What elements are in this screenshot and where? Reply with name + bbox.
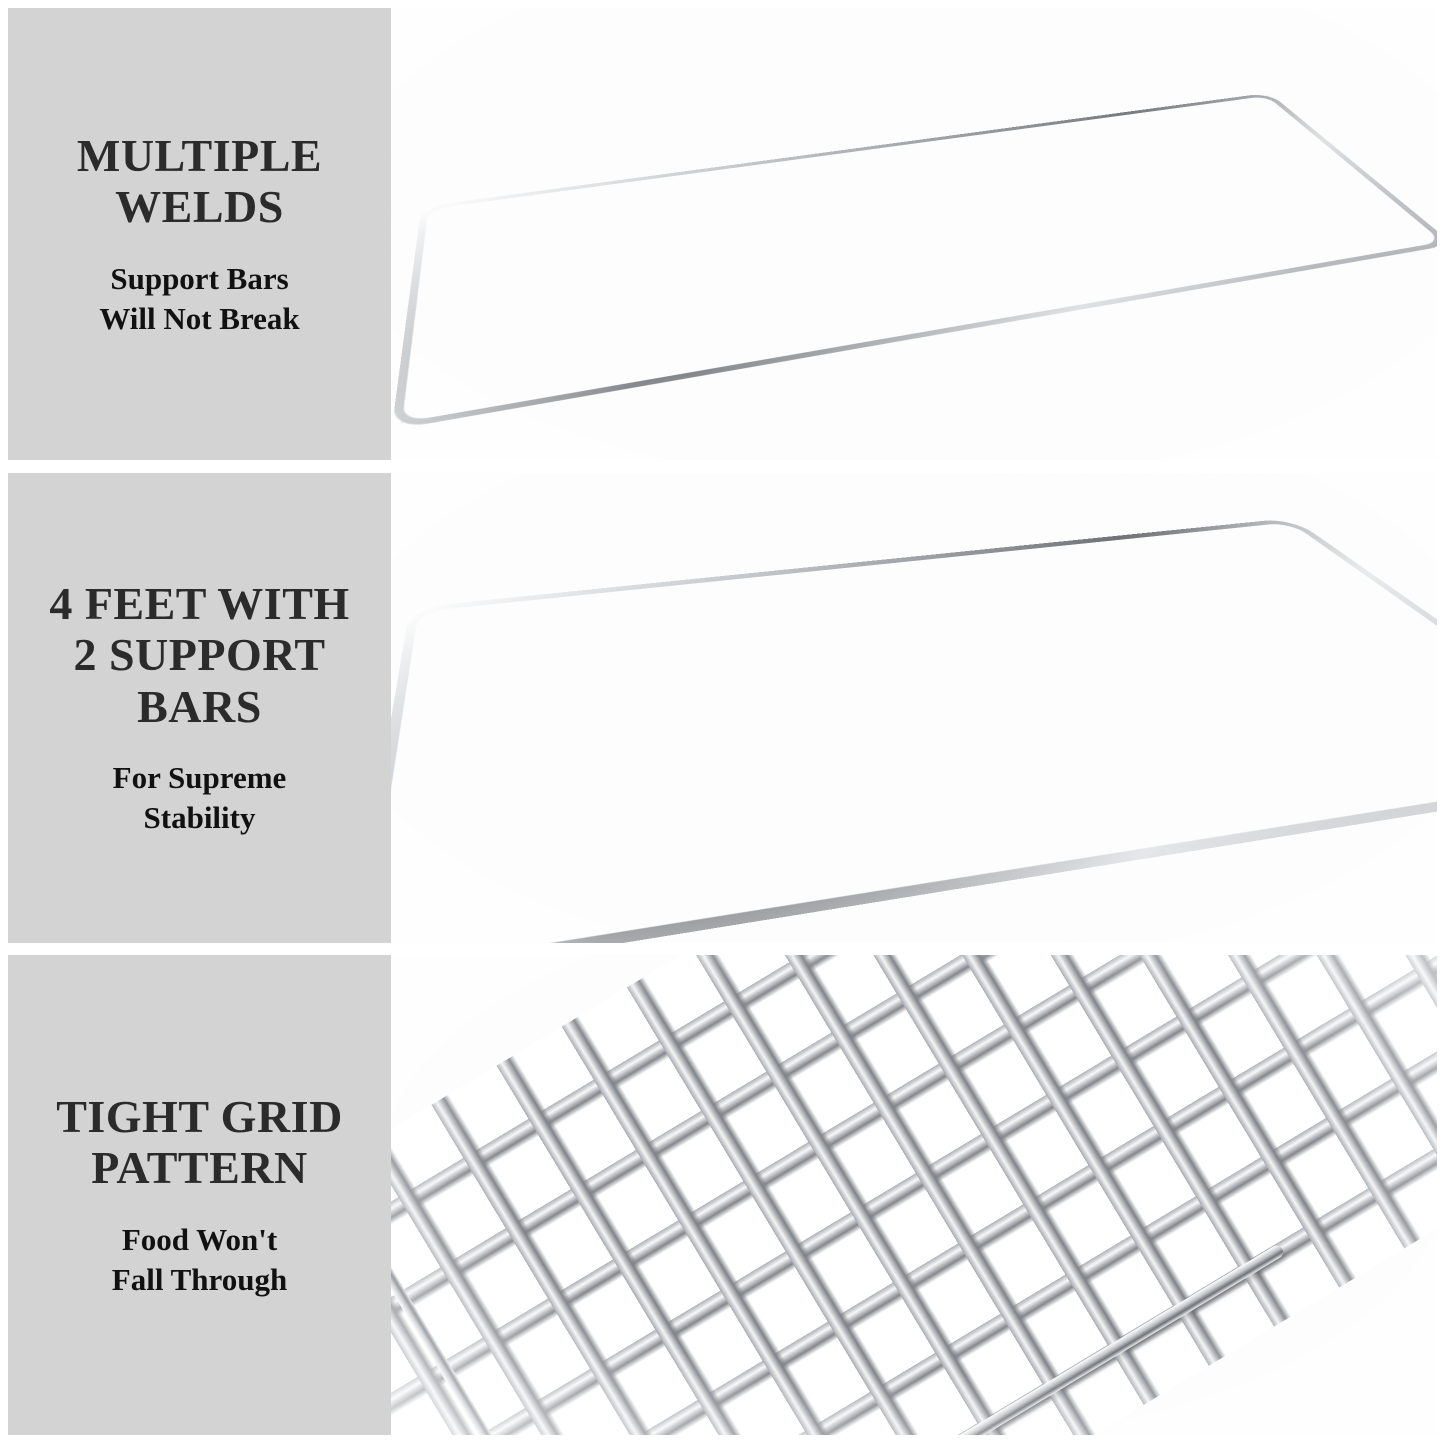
cooling-rack-closeup bbox=[391, 522, 1437, 943]
panel-3-photo bbox=[391, 955, 1437, 1435]
panel-2-caption-block bbox=[8, 473, 391, 943]
panel-2-title bbox=[49, 578, 349, 733]
panel-2-subtitle-line-1: For Supreme bbox=[112, 760, 287, 796]
panel-3-caption-block bbox=[8, 955, 391, 1435]
panel-1-photo bbox=[391, 8, 1437, 460]
panel-tight-grid bbox=[8, 955, 1437, 1435]
panel-2-rack-image bbox=[391, 473, 1437, 943]
panel-four-feet bbox=[8, 473, 1437, 943]
rack-outer-frame bbox=[391, 518, 1437, 942]
panel-1-caption-block bbox=[8, 8, 391, 460]
panel-2-photo bbox=[391, 473, 1437, 943]
wire-mesh bbox=[391, 955, 1437, 1435]
panel-3-rack-image bbox=[391, 955, 1437, 1435]
cooling-rack-full bbox=[400, 95, 1437, 423]
panel-1-subtitle bbox=[99, 259, 299, 338]
panel-3-title-line-1: TIGHT GRID bbox=[56, 1090, 343, 1142]
panel-2-title-line-2: 2 SUPPORT bbox=[73, 629, 326, 681]
panel-2-title-line-1: 4 FEET WITH bbox=[49, 577, 350, 629]
panel-3-title bbox=[56, 1091, 343, 1194]
panel-3-subtitle-line-1: Food Won't bbox=[121, 1221, 278, 1257]
panel-multiple-welds bbox=[8, 8, 1437, 460]
panel-1-title-line-1: MULTIPLE WELDS bbox=[76, 129, 323, 233]
grid-pattern-macro bbox=[391, 955, 1437, 1435]
panel-2-subtitle-line-2: Stability bbox=[143, 799, 256, 835]
panel-1-subtitle-line-2: Will Not Break bbox=[99, 300, 300, 336]
panel-2-subtitle bbox=[113, 758, 287, 837]
panel-1-rack-image bbox=[391, 8, 1437, 460]
panel-2-title-line-3: BARS bbox=[137, 680, 262, 732]
panel-3-subtitle-line-2: Fall Through bbox=[111, 1261, 288, 1297]
panel-1-title bbox=[22, 130, 377, 233]
panel-1-subtitle-line-1: Support Bars bbox=[110, 260, 289, 296]
panel-3-title-line-2: PATTERN bbox=[91, 1142, 308, 1194]
panel-3-subtitle bbox=[112, 1220, 287, 1299]
rack-outer-frame bbox=[391, 92, 1437, 430]
